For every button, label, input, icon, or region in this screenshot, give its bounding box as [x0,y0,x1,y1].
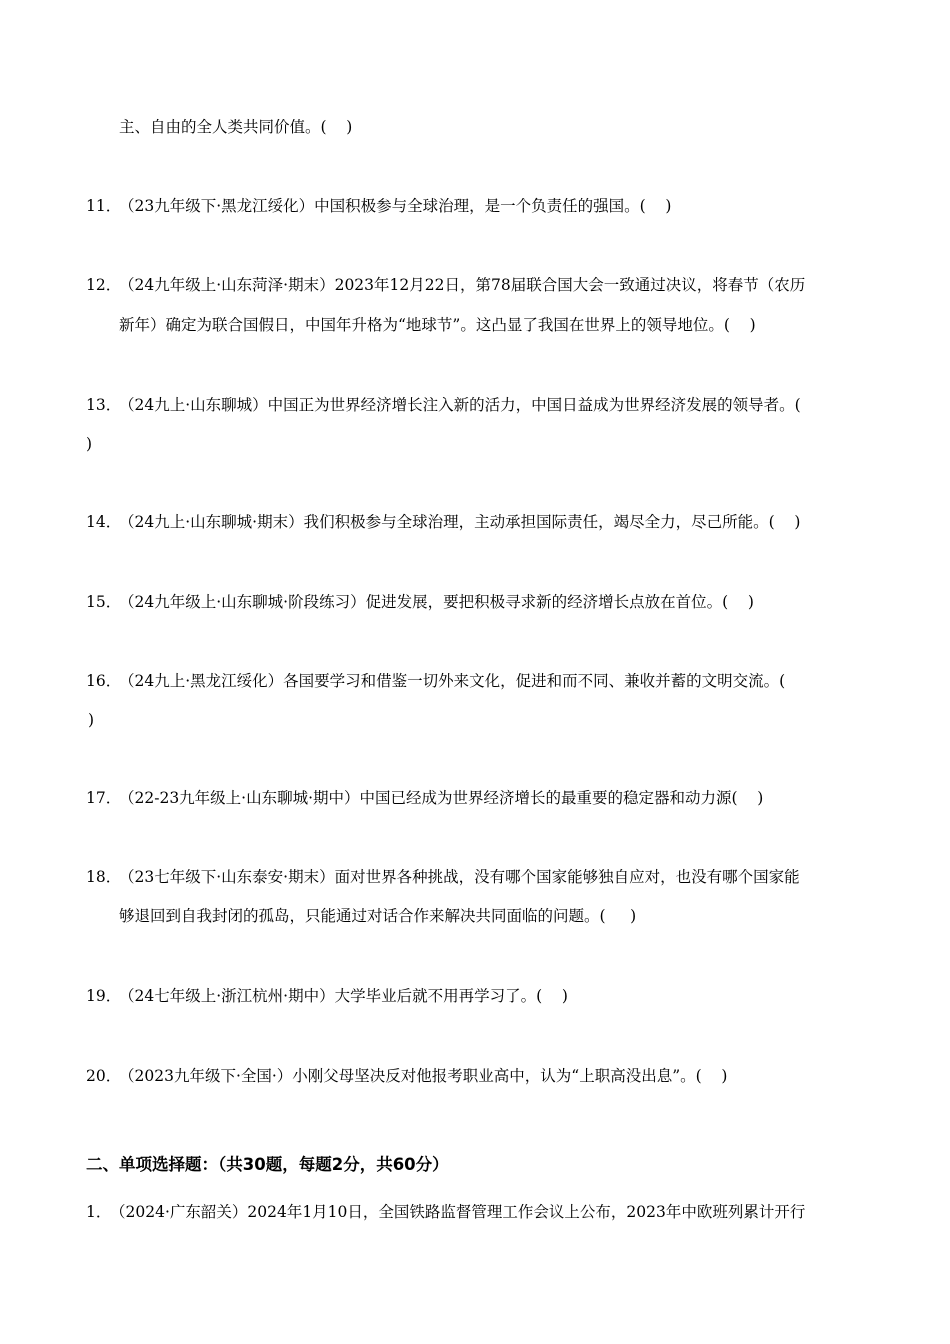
question-17-number: 17． [86,789,122,807]
question-13-number: 13． [86,396,122,414]
mc-question-1-number: 1． [86,1203,112,1221]
question-17-text: （22-23九年级上·山东聊城·期中）中国已经成为世界经济增长的最重要的稳定器和动力源( ) [119,789,764,807]
question-20-number: 20． [86,1067,122,1085]
question-18-number: 18． [86,868,122,886]
section-heading: 二、单项选择题：（共30题，每题2分，共60分） [86,1155,449,1174]
question-19-text: （24七年级上·浙江杭州·期中）大学毕业后就不用再学习了。( ) [119,987,568,1005]
question-14-text: （24九上·山东聊城·期末）我们积极参与全球治理，主动承担国际责任，竭尽全力，尽己所能。( ) [119,513,801,531]
question-12-text-continued: 新年）确定为联合国假日，中国年升格为“地球节”。这凸显了我国在世界上的领导地位。( ) [119,316,756,334]
question-13-text-continued: ) [86,435,93,453]
question-16-text: （24九上·黑龙江绥化）各国要学习和借鉴一切外来文化，促进和而不同、兼收并蓄的文明交流。( [119,672,786,690]
question-14-number: 14． [86,513,122,531]
question-15-number: 15． [86,593,122,611]
question-19-number: 19． [86,987,122,1005]
question-20-text: （2023九年级下·全国·）小刚父母坚决反对他报考职业高中，认为“上职高没出息”。( ) [119,1067,728,1085]
question-15-text: （24九年级上·山东聊城·阶段练习）促进发展，要把积极寻求新的经济增长点放在首位。( ) [119,593,754,611]
question-12-number: 12． [86,276,122,294]
question-11-text: （23九年级下·黑龙江绥化）中国积极参与全球治理，是一个负责任的强国。( ) [119,197,672,215]
question-12-text: （24九年级上·山东菏泽·期末）2023年12月22日，第78届联合国大会一致通过决议，将春节（农历 [119,276,806,294]
question-11-number: 11． [86,197,122,215]
question-16-number: 16． [86,672,122,690]
question-18-text: （23七年级下·山东泰安·期末）面对世界各种挑战，没有哪个国家能够独自应对，也没有哪个国家能 [119,868,800,886]
mc-question-1-text: （2024·广东韶关）2024年1月10日，全国铁路监督管理工作会议上公布，2023年中欧班列累计开行 [110,1203,806,1221]
question-10-continuation: 主、自由的全人类共同价值。( ) [119,118,353,136]
question-18-text-continued: 够退回到自我封闭的孤岛，只能通过对话合作来解决共同面临的问题。( ) [119,907,637,925]
question-13-text: （24九上·山东聊城）中国正为世界经济增长注入新的活力，中国日益成为世界经济发展的领导者。( [119,396,801,414]
question-16-text-continued: ) [88,711,95,729]
